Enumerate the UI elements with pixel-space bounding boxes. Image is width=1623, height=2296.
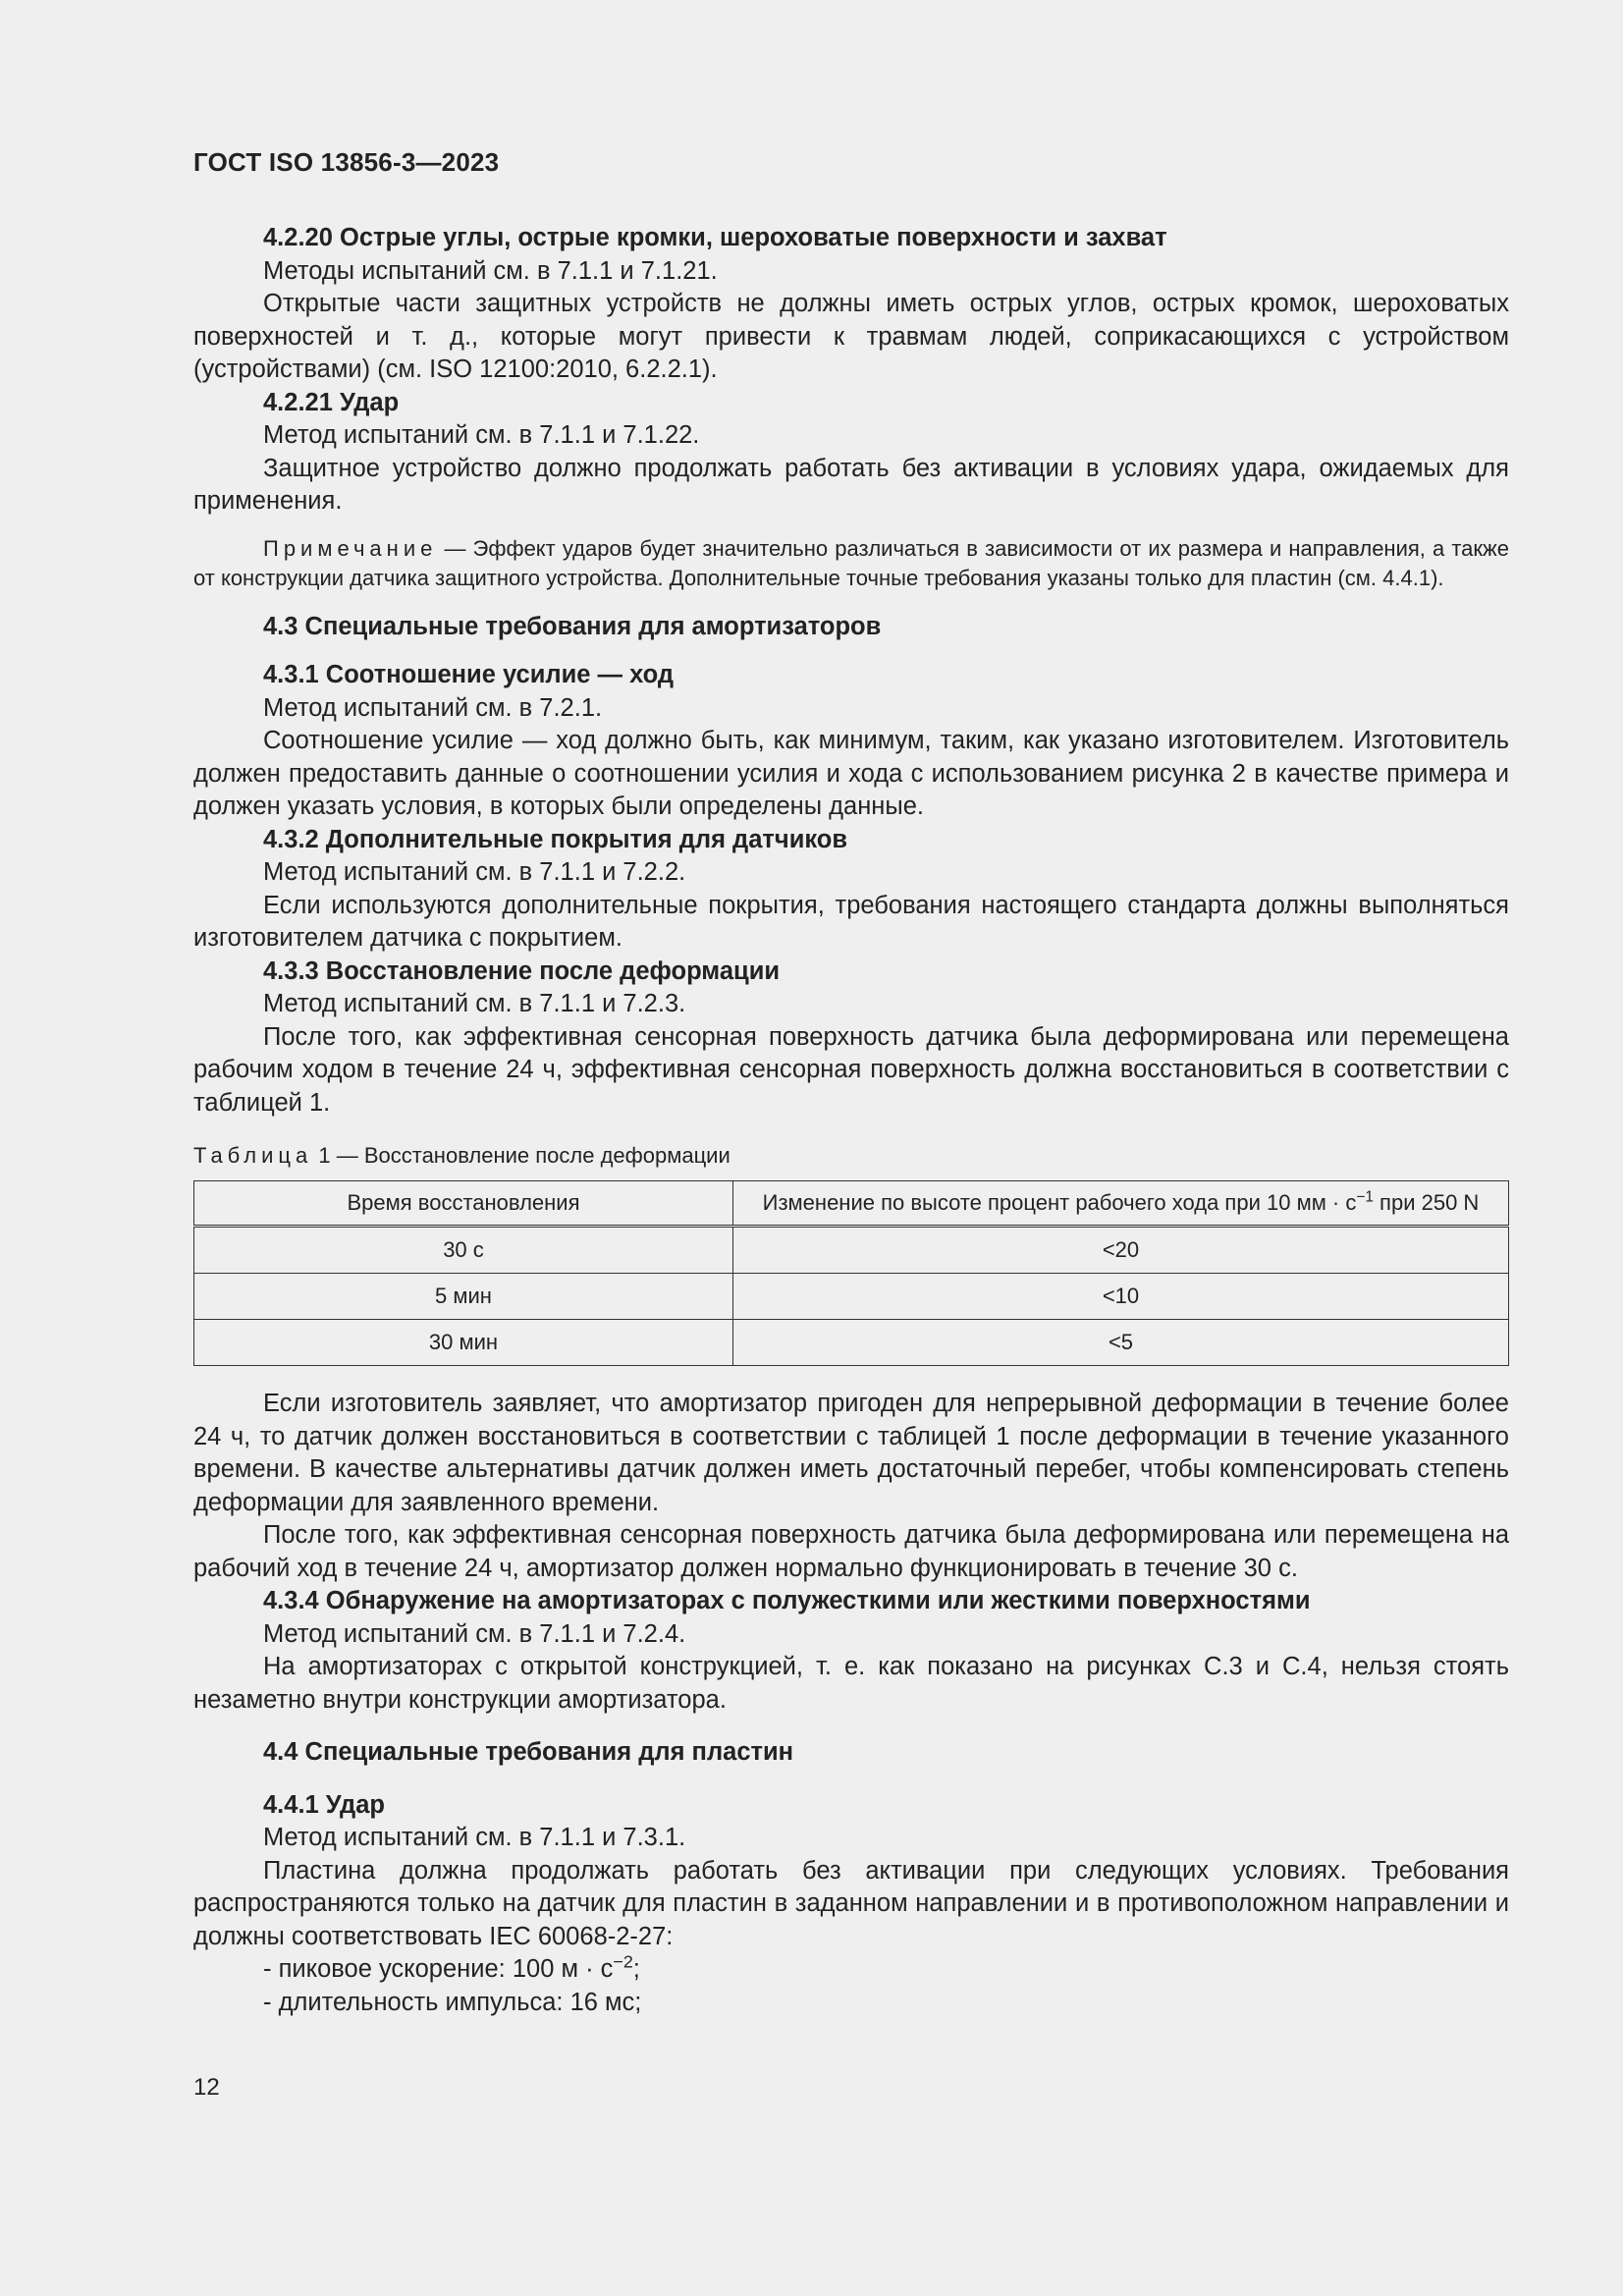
section-heading-4-2-20: 4.2.20 Острые углы, острые кромки, шероховатые поверхности и захват (263, 224, 1167, 251)
section-text-4-3-4: На амортизаторах с открытой конструкцией, т. е. как показано на рисунках С.3 и С.4, нельзя стоять незаметно внутри конструкции амортизатора. (193, 1653, 1509, 1714)
section-text3-4-3-3: После того, как эффективная сенсорная поверхность датчика была деформирована или перемещена на рабочий ход в течение 24 ч, амортизатор должен нормально функционировать в течение 30 с. (193, 1521, 1509, 1582)
document-body (193, 222, 1509, 2019)
table-row (194, 1227, 1509, 1274)
table-cell-change: <10 (732, 1274, 1508, 1320)
document-header: ГОСТ ISO 13856-3—2023 (193, 147, 500, 177)
note-4-2-21 (193, 534, 1509, 593)
table-header-time: Время восстановления (194, 1181, 733, 1227)
table-caption-text: 1 — Восстановление после деформации (312, 1143, 730, 1168)
section-method-4-3-4: Метод испытаний см. в 7.1.1 и 7.2.4. (263, 1619, 686, 1648)
section-text-4-3-3: После того, как эффективная сенсорная поверхность датчика была деформирована или перемещена рабочим ходом в течение 24 ч, эффективная сенсорная поверхность должна восстановиться в соответствии с таблицей 1. (193, 1022, 1509, 1117)
section-text2-4-3-3: Если изготовитель заявляет, что амортизатор пригоден для непрерывной деформации в течение более 24 ч, то датчик должен восстановиться в соответствии с таблицей 1 после деформации в течение указанного времени. В качестве альтернативы датчик должен иметь достаточный перебег, чтобы компенсировать степень деформации для заявленного времени. (193, 1390, 1509, 1516)
note-label: Примечание (263, 535, 438, 561)
section-method-4-2-21: Метод испытаний см. в 7.1.1 и 7.1.22. (263, 421, 700, 449)
section-text-4-3-2: Если используются дополнительные покрытия, требования настоящего стандарта должны выполняться изготовителем датчика с покрытием. (193, 891, 1509, 952)
table-row (194, 1274, 1509, 1320)
recovery-table (193, 1180, 1509, 1366)
table-row (194, 1320, 1509, 1366)
section-method-4-4-1: Метод испытаний см. в 7.1.1 и 7.3.1. (263, 1824, 686, 1851)
list-item: - пиковое ускорение: 100 $м \cdot с^{-2}$; (263, 1951, 640, 1983)
table-cell-time: 30 мин (194, 1320, 733, 1366)
section-heading-4-4-1: 4.4.1 Удар (263, 1790, 386, 1819)
section-heading-4-2-21: 4.2.21 Удар (263, 388, 400, 416)
section-heading-4-3-3: 4.3.3 Восстановление после деформации (263, 957, 781, 985)
section-method-4-3-3: Метод испытаний см. в 7.1.1 и 7.2.3. (263, 990, 686, 1017)
section-text-4-2-21: Защитное устройство должно продолжать работать без активации в условиях удара, ожидаемых для применения. (193, 454, 1509, 515)
note-text: — Эффект ударов будет значительно различаться в зависимости от их размера и направления, а также от конструкции датчика защитного устройства. Дополнительные точные требования указаны только для пластин (см. 4.4.1). (193, 535, 1509, 590)
section-text-4-4-1: Пластина должна продолжать работать без активации при следующих условиях. Требования распространяются только на датчик для пластин в заданном направлении и в противоположном направлении и должны соответствовать IEC 60068-2-27: (193, 1856, 1509, 1950)
table-cell-change: <5 (732, 1320, 1508, 1366)
section-method-4-3-2: Метод испытаний см. в 7.1.1 и 7.2.2. (263, 858, 686, 886)
table-header-row (194, 1181, 1509, 1227)
section-heading-4-3-2: 4.3.2 Дополнительные покрытия для датчиков (263, 825, 848, 853)
section-method-4-3-1: Метод испытаний см. в 7.2.1. (263, 693, 603, 722)
section-text-4-2-20: Открытые части защитных устройств не должны иметь острых углов, острых кромок, шероховатых поверхностей и т. д., которые могут привести к травмам людей, соприкасающихся с устройством (устройствами) (см. ISO 12100:2010, 6.2.2.1). (193, 290, 1509, 383)
section-heading-4-3-1: 4.3.1 Соотношение усилие — ход (263, 661, 675, 688)
table-cell-change: <20 (732, 1227, 1508, 1274)
section-method-4-2-20: Методы испытаний см. в 7.1.1 и 7.1.21. (263, 256, 718, 285)
table-caption (193, 1141, 1509, 1171)
section-heading-4-3: 4.3 Специальные требования для амортизаторов (263, 612, 882, 640)
page-number: 12 (193, 2074, 220, 2101)
section-text-4-3-1: Соотношение усилие — ход должно быть, как минимум, таким, как указано изготовителем. Изготовитель должен предоставить данные о соотношении усилия и хода с использованием рисунка 2 в качестве примера и должен указать условия, в которых были определены данные. (193, 727, 1509, 820)
table-cell-time: 5 мин (194, 1274, 733, 1320)
table-header-change: Изменение по высоте процент рабочего хода при 10 мм · $с^{-1}$ при 250 N (732, 1181, 1508, 1227)
section-heading-4-3-4: 4.3.4 Обнаружение на амортизаторах с полужесткими или жесткими поверхностями (263, 1587, 1311, 1614)
list-item: - длительность импульса: 16 мс; (263, 1988, 642, 2016)
section-heading-4-4: 4.4 Специальные требования для пластин (263, 1738, 794, 1766)
table-cell-time: 30 с (194, 1227, 733, 1274)
table-caption-label: Таблица (193, 1143, 313, 1168)
